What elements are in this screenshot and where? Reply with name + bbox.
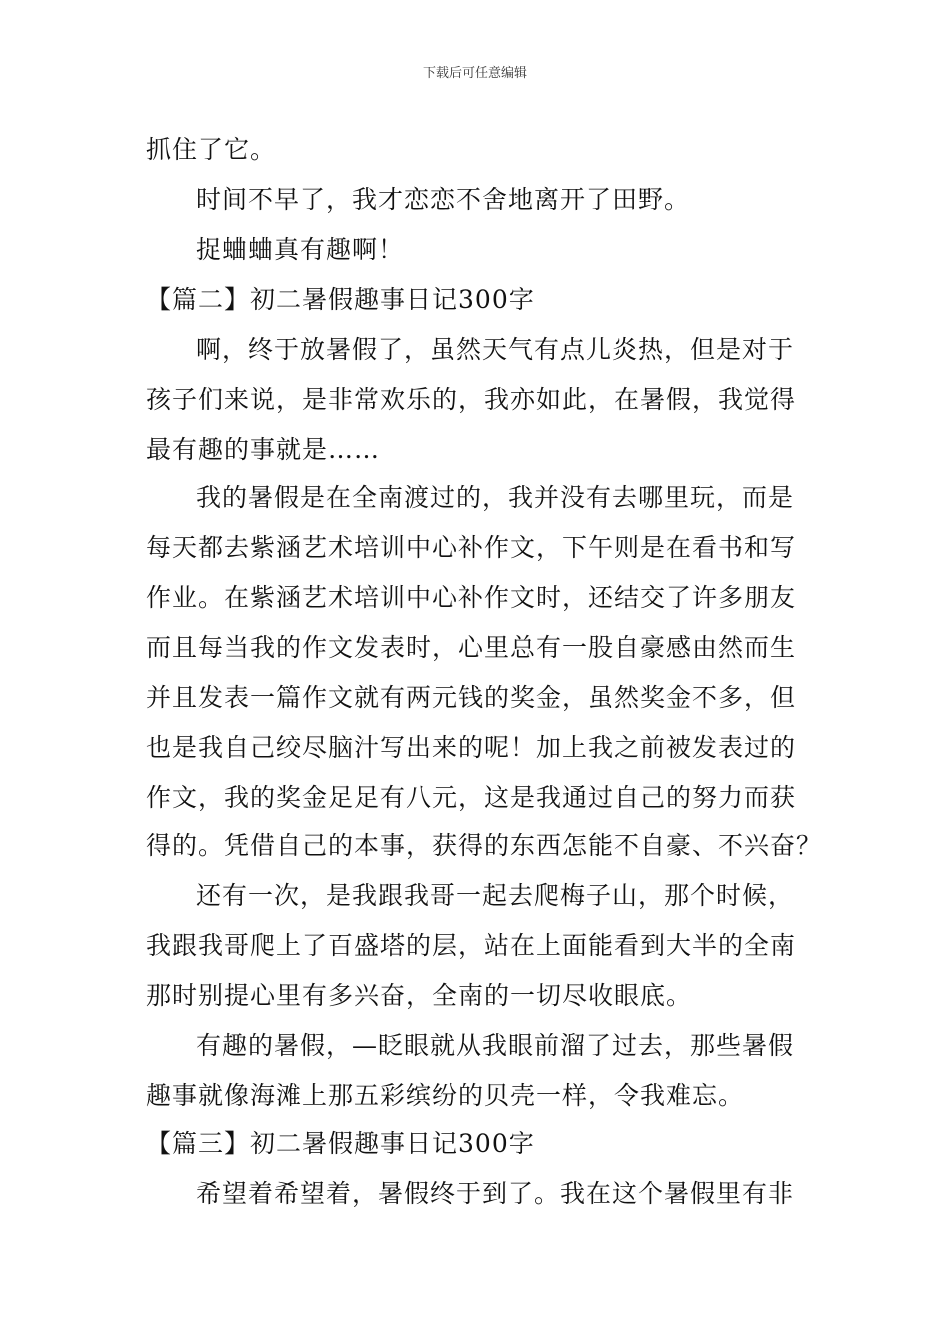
text-line: 那时别提心里有多兴奋，全南的一切尽收眼底。 bbox=[146, 981, 693, 1010]
text-line: 希望着希望着，暑假终于到了。我在这个暑假里有非 bbox=[196, 1179, 795, 1208]
text-line: 也是我自己绞尽脑汁写出来的呢！加上我之前被发表过的 bbox=[146, 733, 797, 762]
text-line: 孩子们来说，是非常欢乐的，我亦如此，在暑假，我觉得 bbox=[146, 385, 797, 414]
text-line: 有趣的暑假，—眨眼就从我眼前溜了过去，那些暑假 bbox=[196, 1031, 795, 1060]
text-line: 每天都去紫涵艺术培训中心补作文，下午则是在看书和写 bbox=[146, 533, 797, 562]
text-line: 捉蛐蛐真有趣啊！ bbox=[196, 235, 405, 264]
text-line: 最有趣的事就是…… bbox=[146, 435, 381, 464]
text-line: 我跟我哥爬上了百盛塔的层，站在上面能看到大半的全南 bbox=[146, 931, 797, 960]
text-line: 作业。在紫涵艺术培训中心补作文时，还结交了许多朋友 bbox=[146, 583, 797, 612]
text-line: 抓住了它。 bbox=[146, 135, 277, 164]
text-line: 我的暑假是在全南渡过的，我并没有去哪里玩，而是 bbox=[196, 483, 795, 512]
text-line: 啊，终于放暑假了，虽然天气有点儿炎热，但是对于 bbox=[196, 335, 795, 364]
text-line: 趣事就像海滩上那五彩缤纷的贝壳一样，令我难忘。 bbox=[146, 1081, 745, 1110]
text-line: 得的。凭借自己的本事，获得的东西怎能不自豪、不兴奋？ bbox=[146, 831, 823, 860]
text-line: 时间不早了，我才恋恋不舍地离开了田野。 bbox=[196, 185, 691, 214]
text-line: 作文，我的奖金足足有八元，这是我通过自己的努力而获 bbox=[146, 783, 797, 812]
section-heading: 【篇二】初二暑假趣事日记300字 bbox=[146, 285, 535, 314]
text-line: 而且每当我的作文发表时，心里总有一股自豪感由然而生 bbox=[146, 633, 797, 662]
text-line: 并且发表一篇作文就有两元钱的奖金，虽然奖金不多，但 bbox=[146, 683, 797, 712]
section-heading: 【篇三】初二暑假趣事日记300字 bbox=[146, 1129, 535, 1158]
text-line: 还有一次，是我跟我哥一起去爬梅子山，那个时候， bbox=[196, 881, 795, 910]
page-header: 下载后可任意编辑 bbox=[422, 66, 527, 81]
